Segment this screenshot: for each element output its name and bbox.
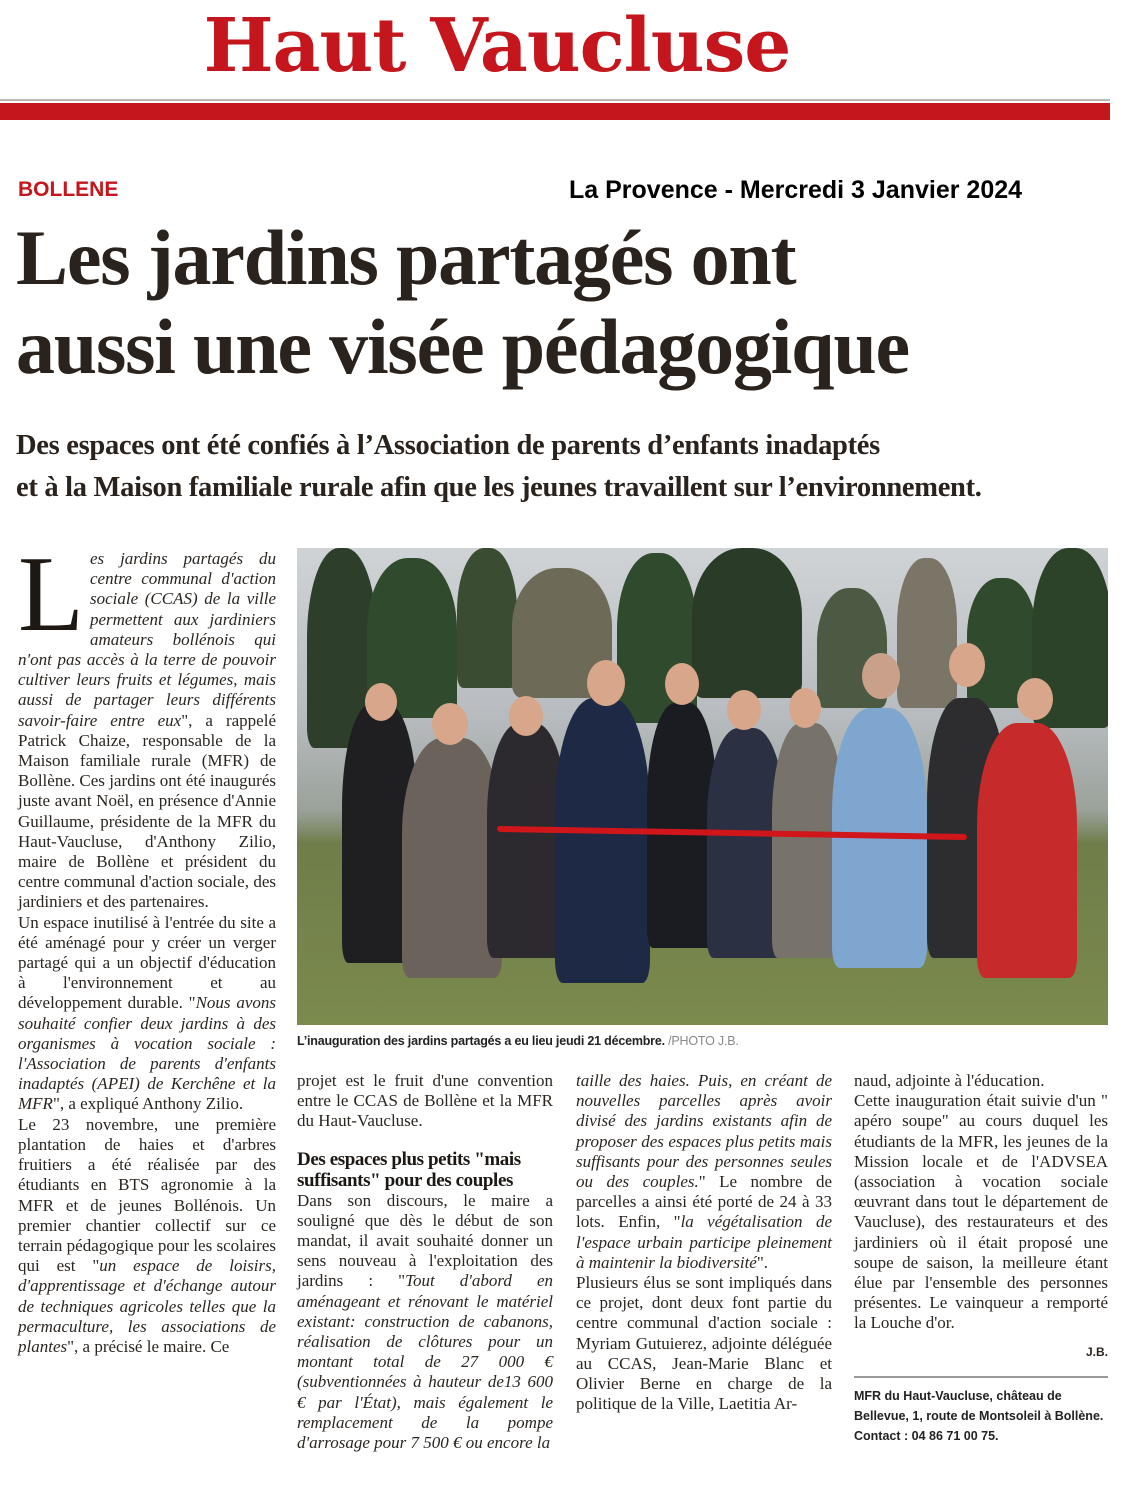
masthead-red-rule	[0, 103, 1110, 120]
photo-credit: /PHOTO J.B.	[664, 1034, 739, 1048]
quote: Nous avons souhaité confier deux jardins à des organismes à vocation sociale : l'Association de parents d'enfants inadaptés (APEI) de Kerchêne et la MFR	[18, 993, 276, 1114]
headline-line: Les jardins partagés ont	[16, 214, 796, 301]
article-column-2	[297, 1071, 553, 1453]
quote: taille des haies. Puis, en créant de nouvelles parcelles après avoir divisé des jardins existants afin de proposer des espaces plus petits mais suffisants pour des personnes seules ou des couples.	[576, 1071, 832, 1192]
article-photo	[297, 548, 1108, 1025]
quote: es jardins partagés du centre communal d'action sociale (CCAS) de la ville permettent aux jardiniers amateurs bollénois qui n'ont pas accès à la terre de pouvoir cultiver leurs fruits et légumes, mais aussi de partager leurs différents savoir-faire entre eux	[18, 549, 276, 730]
text: Un espace inutilisé à l'entrée du site a été aménagé pour y créer un verger partagé qui a un objectif d'éducation à l'environnement et au développement durable. "	[18, 912, 276, 1013]
paragraph: Plusieurs élus se sont impliqués dans ce projet, dont deux font partie du centre communal d'action sociale : Myriam Gutuierez, adjointe déléguée au CCAS, Jean-Marie Blanc et Olivier Berne en charge de la politique de la Ville, Laetitia Ar-	[576, 1273, 832, 1414]
section-kicker: BOLLENE	[18, 178, 119, 201]
quote: un espace de loisirs, d'apprentissage et d'échange autour de techniques agricoles telles que la permaculture, les associations de plantes	[18, 1256, 276, 1356]
paragraph	[18, 535, 276, 913]
deck-line: et à la Maison familiale rurale afin que les jeunes travaillent sur l’environnement.	[16, 472, 982, 503]
paragraph	[18, 913, 276, 1115]
text: ", a expliqué Anthony Zilio.	[52, 1094, 244, 1114]
caption-text: L’inauguration des jardins partagés a eu lieu jeudi 21 décembre.	[297, 1034, 665, 1048]
article-column-3	[576, 1071, 832, 1414]
headline-line: aussi une visée pédagogique	[16, 303, 909, 390]
text: Le 23 novembre, une première plantation de haies et d'arbres fruitiers a été réalisée par des étudiants en BTS agronomie à la MFR et de jeunes Bollénois. Un premier chantier collectif sur ce terrain pédagogique pour les scolaires qui est "	[18, 1114, 276, 1276]
masthead-thin-rule	[0, 99, 1110, 101]
masthead: Haut Vaucluse	[203, 3, 791, 89]
contact-info: MFR du Haut-Vaucluse, château de Bellevue, 1, route de Montsoleil à Bollène. Contact : 04 86 71 00 75.	[854, 1388, 1104, 1443]
deck-line: Des espaces ont été confiés à l’Association de parents d’enfants inadaptés	[16, 430, 880, 461]
article-column-1	[18, 535, 276, 1357]
text: ".	[756, 1252, 769, 1272]
paragraph	[576, 1071, 832, 1273]
photo-caption	[297, 1034, 739, 1048]
article-column-4	[854, 1071, 1108, 1446]
text: " Le nombre de parcelles a ainsi été porté de 24 à 33 lots. Enfin, "	[576, 1172, 832, 1232]
paragraph: projet est le fruit d'une convention entre le CCAS de Bollène et la MFR du Haut-Vaucluse.	[297, 1071, 553, 1131]
headline	[16, 213, 1126, 391]
subheading: Des espaces plus petits "mais suffisants" pour des couples	[297, 1148, 521, 1191]
info-divider	[854, 1376, 1108, 1378]
drop-cap: L	[18, 535, 84, 654]
quote: la végétalisation de l'espace urbain participe pleinement à maintenir la biodiversité	[576, 1212, 832, 1272]
publication-date: La Provence - Mercredi 3 Janvier 2024	[569, 176, 1023, 204]
deck	[16, 425, 1126, 509]
paragraph	[297, 1191, 553, 1454]
paragraph: naud, adjointe à l'éducation.	[854, 1071, 1045, 1090]
text: Dans son discours, le maire a souligné que dès le début de son mandat, il avait souhaité donner un sens nouveau à l'exploitation des jardins : "	[297, 1190, 553, 1291]
paragraph: Cette inauguration était suivie d'un " apéro soupe" au cours duquel les étudiants de la MFR, les jeunes de la Mission locale et de l'ADVSEA (association à vocation sociale œuvrant dans tout le département de Vaucluse), des restaurateurs et des jardiniers où il était proposé une soupe de saison, la meilleure étant élue par l'ensemble des personnes présentes. Le vainqueur a remporté la Louche d'or.	[854, 1091, 1108, 1333]
text: ", a rappelé Patrick Chaize, responsable de la Maison familiale rurale (MFR) de Bollène. Ces jardins ont été inaugurés juste avant Noël, en présence d'Annie Guillaume, présidente de la MFR du Haut-Vaucluse, d'Anthony Zilio, maire de Bollène et président du centre communal d'action sociale, des jardiniers et des partenaires.	[18, 710, 276, 912]
paragraph	[18, 1115, 276, 1357]
quote: Tout d'abord en aménageant et rénovant le matériel existant: construction de cabanons, réalisation de clôtures pour un montant total de 27 000 € (subventionnées à hauteur de13 600 € par l'État), mais également le remplacement de la pompe d'arrosage pour 7 500 € ou encore la	[297, 1271, 553, 1453]
author-signature: J.B.	[1085, 1344, 1108, 1359]
text: ", a précisé le maire. Ce	[67, 1336, 230, 1356]
